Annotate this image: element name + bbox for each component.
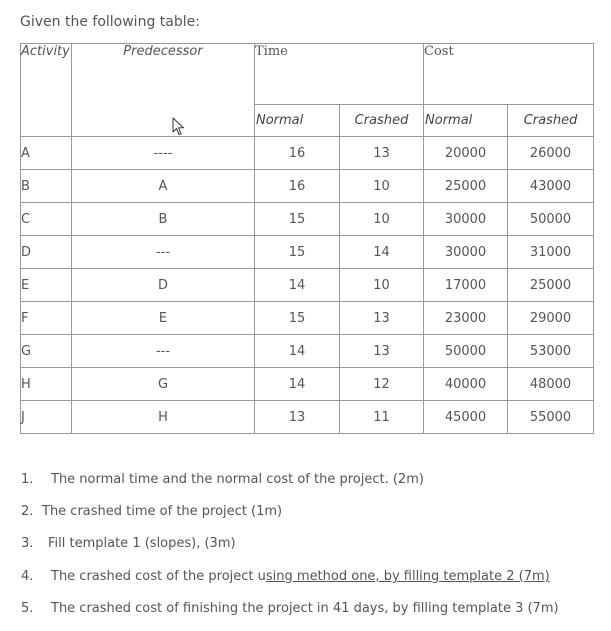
question-text: The crashed cost of the project u — [51, 569, 266, 584]
question-text: Fill template 1 (slopes), (3m) — [48, 536, 236, 551]
mouse-cursor-icon — [172, 117, 186, 137]
activity-header: Activity — [21, 44, 72, 137]
time-crashed-cell: 14 — [340, 236, 424, 269]
cost-normal-cell: 30000 — [424, 203, 508, 236]
cost-crashed-cell: 48000 — [508, 368, 594, 401]
table-row — [21, 203, 594, 236]
predecessor-cell: G — [72, 368, 255, 401]
time-normal-header: Normal — [255, 105, 340, 137]
question-text: The crashed cost of finishing the project in 41 days, by filling template 3 (7m) — [51, 601, 559, 616]
time-header: Time — [255, 44, 424, 105]
table-row — [21, 269, 594, 302]
predecessor-header-label: Predecessor — [123, 44, 203, 59]
question-item — [21, 536, 236, 551]
predecessor-cell: --- — [72, 335, 255, 368]
time-crashed-cell: 11 — [340, 401, 424, 434]
predecessor-cell: A — [72, 170, 255, 203]
time-crashed-cell: 13 — [340, 335, 424, 368]
question-text: The crashed time of the project (1m) — [42, 504, 283, 519]
cost-normal-cell: 30000 — [424, 236, 508, 269]
table-row — [21, 236, 594, 269]
table-row — [21, 368, 594, 401]
cost-header: Cost — [424, 44, 594, 105]
question-number: 4. — [21, 569, 34, 584]
cost-crashed-cell: 25000 — [508, 269, 594, 302]
activity-cell: H — [21, 368, 72, 401]
activity-cell: F — [21, 302, 72, 335]
activity-table — [20, 43, 594, 434]
predecessor-cell: B — [72, 203, 255, 236]
time-crashed-cell: 12 — [340, 368, 424, 401]
question-item — [21, 569, 550, 584]
predecessor-cell: E — [72, 302, 255, 335]
time-normal-cell: 14 — [255, 269, 340, 302]
cost-normal-cell: 20000 — [424, 137, 508, 170]
activity-cell: J — [21, 401, 72, 434]
cost-crashed-cell: 43000 — [508, 170, 594, 203]
question-text-underlined: sing method one, by filling template 2 (7m) — [265, 569, 550, 584]
time-crashed-header: Crashed — [340, 105, 424, 137]
table-row — [21, 335, 594, 368]
activity-cell: D — [21, 236, 72, 269]
cost-normal-cell: 23000 — [424, 302, 508, 335]
cost-normal-cell: 45000 — [424, 401, 508, 434]
time-normal-cell: 15 — [255, 302, 340, 335]
cost-normal-cell: 17000 — [424, 269, 508, 302]
intro-text: Given the following table: — [20, 14, 200, 30]
question-item — [21, 504, 282, 519]
time-normal-cell: 16 — [255, 170, 340, 203]
question-number: 5. — [21, 601, 34, 616]
table-row — [21, 302, 594, 335]
time-crashed-cell: 10 — [340, 170, 424, 203]
cost-crashed-cell: 53000 — [508, 335, 594, 368]
activity-cell: A — [21, 137, 72, 170]
activity-cell: G — [21, 335, 72, 368]
activity-cell: B — [21, 170, 72, 203]
question-item — [21, 601, 559, 616]
question-item — [21, 472, 424, 487]
time-crashed-cell: 10 — [340, 203, 424, 236]
time-crashed-cell: 13 — [340, 302, 424, 335]
cost-normal-cell: 50000 — [424, 335, 508, 368]
table-row — [21, 170, 594, 203]
time-normal-cell: 14 — [255, 368, 340, 401]
time-normal-cell: 15 — [255, 236, 340, 269]
cost-crashed-cell: 31000 — [508, 236, 594, 269]
cost-normal-header: Normal — [424, 105, 508, 137]
time-crashed-cell: 13 — [340, 137, 424, 170]
time-normal-cell: 15 — [255, 203, 340, 236]
question-number: 3. — [21, 536, 34, 551]
question-number: 1. — [21, 472, 34, 487]
time-crashed-cell: 10 — [340, 269, 424, 302]
table-row — [21, 137, 594, 170]
time-normal-cell: 16 — [255, 137, 340, 170]
cost-crashed-cell: 26000 — [508, 137, 594, 170]
cost-crashed-cell: 50000 — [508, 203, 594, 236]
predecessor-cell: --- — [72, 236, 255, 269]
predecessor-cell: H — [72, 401, 255, 434]
table-row — [21, 401, 594, 434]
cost-crashed-cell: 29000 — [508, 302, 594, 335]
predecessor-cell: ---- — [72, 137, 255, 170]
predecessor-cell: D — [72, 269, 255, 302]
time-normal-cell: 14 — [255, 335, 340, 368]
question-text: The normal time and the normal cost of the project. (2m) — [51, 472, 424, 487]
cost-crashed-cell: 55000 — [508, 401, 594, 434]
time-normal-cell: 13 — [255, 401, 340, 434]
activity-cell: C — [21, 203, 72, 236]
cost-normal-cell: 25000 — [424, 170, 508, 203]
cost-normal-cell: 40000 — [424, 368, 508, 401]
cost-crashed-header: Crashed — [508, 105, 594, 137]
predecessor-header — [72, 44, 255, 137]
question-number: 2. — [21, 504, 34, 519]
activity-cell: E — [21, 269, 72, 302]
